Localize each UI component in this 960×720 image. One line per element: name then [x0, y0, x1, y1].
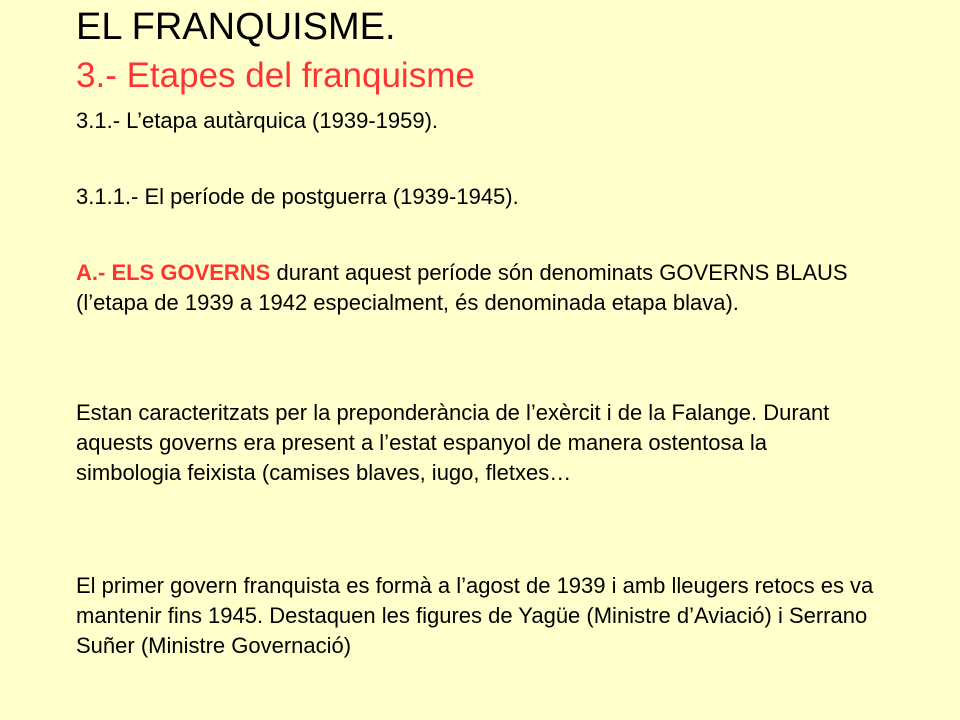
paragraph-governs — [76, 258, 856, 318]
paragraph-characteristics: Estan caracteritzats per la preponderància de l’exèrcit i de la Falange. Durant aquests governs era present a l’estat espanyol de manera ostentosa la simbologia feixista (camises blaves, iugo, fletxes… — [76, 400, 830, 485]
paragraph-governs-text: durant aquest període són denominats GOVERNS BLAUS (l’etapa de 1939 a 1942 especialment, és denominada etapa blava). — [76, 260, 848, 315]
slide-title: EL FRANQUISME. — [76, 6, 396, 48]
paragraph-first-government: El primer govern franquista es formà a l’agost de 1939 i amb lleugers retocs es va mantenir fins 1945. Destaquen les figures de Yagüe (Ministre d’Aviació) i Serrano Suñer (Ministre Governació) — [76, 573, 874, 658]
paragraph-governs-label: A.- ELS GOVERNS — [76, 260, 271, 285]
slide-subtitle: 3.- Etapes del franquisme — [76, 56, 475, 95]
section-heading-3-1-1: 3.1.1.- El període de postguerra (1939-1945). — [76, 184, 519, 209]
section-heading-3-1: 3.1.- L’etapa autàrquica (1939-1959). — [76, 108, 439, 133]
